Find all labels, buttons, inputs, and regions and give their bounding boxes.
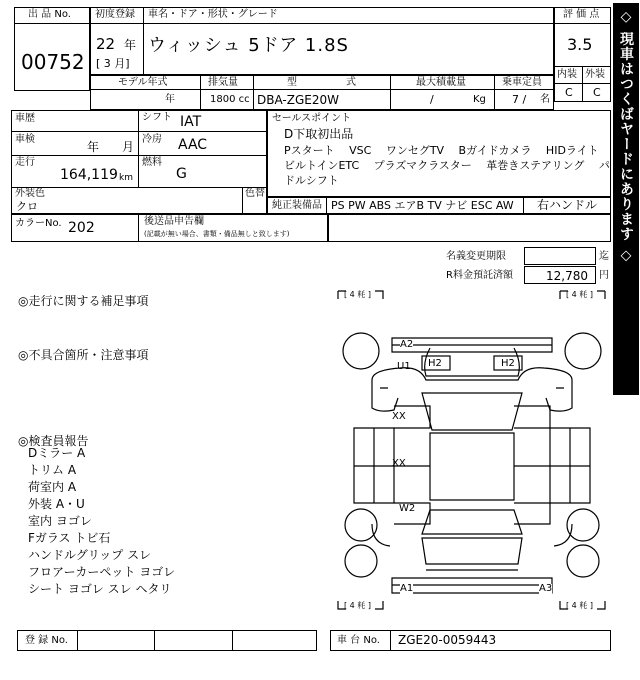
type-code: DBA-ZGE20W	[257, 93, 339, 107]
sales-line-4: ドルシフト	[284, 174, 339, 187]
mark-front-door: U1	[397, 361, 411, 372]
steering-side: 右ハンドル	[537, 198, 598, 212]
tire-depth: 4	[571, 601, 577, 610]
displacement-label: 排気量	[208, 77, 238, 88]
tire-front-left: [ 4 粍 ]	[344, 290, 371, 299]
shift-value: IAT	[180, 114, 202, 130]
ext-color-value: クロ	[16, 200, 38, 213]
tire-rear-right: [ 4 粍 ]	[566, 601, 593, 610]
mileage-label: 走行	[15, 157, 35, 168]
recycle-unit: 円	[599, 270, 609, 281]
post-docs-note: (記載が無い場合、書類・備品無しと致します)	[144, 230, 290, 238]
defects-title: ◎不具合箇所・注意事項	[18, 348, 149, 362]
recycle-value: 12,780	[546, 269, 588, 283]
tire-depth: 4	[349, 290, 355, 299]
sales-line-2: Pスタート VSC ワンセグTV Bガイドカメラ HIDライト	[284, 144, 599, 157]
ac-value: AAC	[178, 137, 208, 153]
score-value: 3.5	[567, 35, 593, 54]
reg-no-label: 登 録 No.	[25, 635, 68, 646]
displacement-value: 1800 cc	[210, 94, 250, 105]
ac-label: 冷房	[142, 134, 162, 145]
tire-depth: 4	[349, 601, 355, 610]
recycle-label: R料金預託済額	[446, 270, 513, 281]
tire-depth: 4	[571, 290, 577, 299]
reg-year-unit: 年	[124, 38, 137, 52]
lot-number: 00752	[21, 50, 85, 74]
location-banner-text: ◇ 現車はつくばヤードにあります ◇	[618, 9, 634, 265]
tire-unit: 粍	[357, 290, 366, 299]
max-load-label: 最大積載量	[416, 77, 466, 88]
sales-line-1: D下取初出品	[284, 127, 354, 141]
tire-unit: 粍	[579, 290, 588, 299]
finding-item: 外装 A・U	[28, 497, 85, 511]
mileage-unit: km	[119, 173, 133, 183]
sales-title: セールスポイント	[272, 113, 352, 124]
color-no-value: 202	[68, 220, 95, 236]
finding-item: シート ヨゴレ スレ ヘタリ	[28, 582, 172, 596]
finding-item: Fガラス トビ石	[28, 531, 111, 545]
mark-rear-door: W2	[399, 503, 416, 514]
exterior-label: 外装	[585, 69, 605, 80]
chassis-number: ZGE20-0059443	[398, 633, 497, 647]
mark-roof-2: XX	[392, 458, 406, 469]
finding-item: 荷室内 A	[28, 480, 77, 494]
mark-rear-right: A3	[539, 583, 553, 594]
sales-line-3: ビルトインETC プラズマクラスター 革巻きステアリング パ	[284, 159, 610, 172]
mark-rear-left: A1	[400, 583, 414, 594]
color-change-label: 色替	[245, 188, 265, 199]
mileage-value: 164,119	[60, 167, 118, 183]
inspection-label: 車検	[15, 134, 35, 145]
score-label: 評 価 点	[563, 9, 600, 20]
blank-box	[328, 214, 611, 242]
car-damage-diagram	[330, 288, 613, 612]
shift-label: シフト	[142, 112, 172, 123]
finding-item: 室内 ヨゴレ	[28, 514, 92, 528]
model-year-unit: 年	[165, 94, 175, 105]
genuine-items: PS PW ABS エアB TV ナビ ESC AW	[331, 199, 514, 212]
interior-label: 内装	[557, 69, 577, 80]
history-label: 車歴	[15, 113, 35, 124]
lot-label: 出 品 No.	[28, 9, 71, 20]
ext-color-label: 外装色	[15, 188, 45, 199]
fuel-label: 燃料	[142, 157, 162, 168]
name-change-label: 名義変更期限	[446, 251, 506, 262]
finding-item: Dミラー A	[28, 446, 86, 460]
name-change-unit: 迄	[599, 251, 609, 262]
interior-grade: C	[565, 86, 573, 99]
tire-unit: 粍	[357, 601, 366, 610]
finding-item: ハンドルグリップ スレ	[28, 548, 152, 562]
reg-year: 22	[96, 35, 116, 53]
capacity-unit: 名	[540, 94, 550, 105]
tire-unit: 粍	[579, 601, 588, 610]
exterior-grade: C	[593, 86, 601, 99]
model-label: 車名・ドア・形状・グレード	[148, 9, 278, 20]
reg-month: [ 3 月]	[96, 57, 130, 70]
inspection-month: 月	[122, 140, 135, 154]
inspector-title: ◎検査員報告	[18, 434, 89, 448]
type-label-2: 式	[346, 77, 356, 88]
inspector-findings	[28, 445, 175, 598]
model-name: ウィッシュ 5ドア 1.8S	[148, 35, 349, 56]
tire-rear-left: [ 4 粍 ]	[344, 601, 371, 610]
finding-item: トリム A	[28, 463, 77, 477]
finding-item: フロアーカーペット ヨゴレ	[28, 565, 176, 579]
color-no-label: カラーNo.	[15, 218, 62, 229]
driving-notes-title: ◎走行に関する補足事項	[18, 294, 149, 308]
capacity-label: 乗車定員	[502, 77, 542, 88]
fuel-value: G	[176, 166, 187, 182]
max-load-value: /	[430, 93, 434, 106]
first-reg-label: 初度登録	[95, 9, 135, 20]
model-year-label: モデル年式	[118, 77, 168, 88]
mark-headlight-right: H2	[501, 358, 515, 369]
post-docs-label: 後送品申告欄	[144, 216, 204, 227]
name-change-field	[524, 247, 596, 265]
location-banner	[613, 3, 639, 395]
chassis-label: 車 台 No.	[337, 635, 380, 646]
max-load-unit: Kg	[473, 94, 486, 105]
details-box	[11, 110, 267, 214]
mark-roof-1: XX	[392, 411, 406, 422]
mark-headlight-left: H2	[428, 358, 442, 369]
inspection-year: 年	[87, 140, 100, 154]
genuine-label: 純正装備品	[272, 200, 322, 211]
type-label: 型	[287, 77, 297, 88]
tire-front-right: [ 4 粍 ]	[566, 290, 593, 299]
capacity-value: 7 /	[512, 93, 527, 106]
mark-front-bumper: A2	[400, 339, 414, 350]
